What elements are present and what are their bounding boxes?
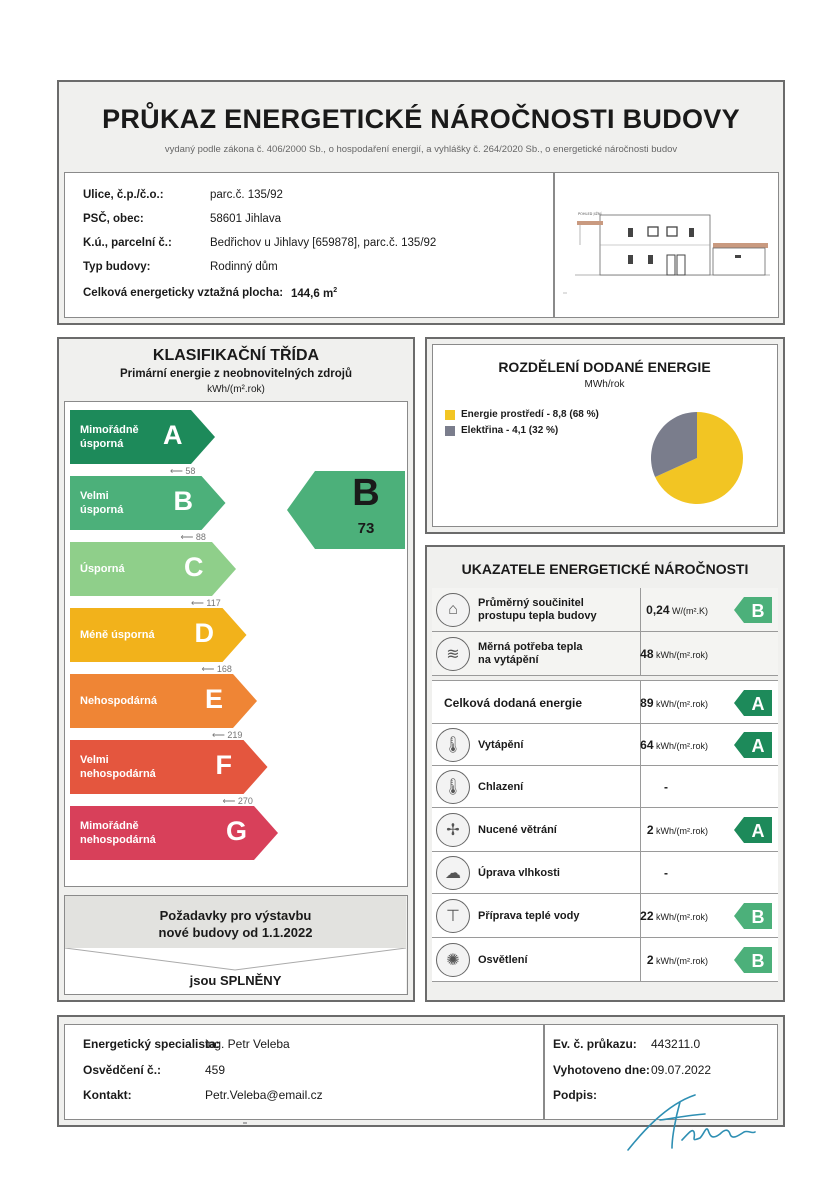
class-letter: C bbox=[184, 552, 204, 582]
type-value: Rodinný dům bbox=[210, 261, 278, 273]
class-letter: B bbox=[173, 486, 193, 516]
energy-split-box bbox=[432, 344, 778, 527]
legend-label: Energie prostředí - 8,8 (68 %) bbox=[461, 409, 599, 420]
class-threshold: ⟵ 219 bbox=[212, 730, 243, 740]
svg-text:A: A bbox=[751, 736, 765, 756]
address-box bbox=[64, 172, 554, 318]
specialist-box bbox=[64, 1024, 544, 1120]
fan-icon: ✢ bbox=[436, 813, 470, 847]
class-letter: F bbox=[215, 750, 232, 780]
classification-subtitle: Primární energie z neobnovitelných zdrojů bbox=[120, 368, 352, 380]
class-arrow-b bbox=[70, 476, 226, 535]
class-label: Nehospodárná bbox=[80, 695, 158, 707]
result-value: 73 bbox=[357, 520, 375, 537]
split-legend bbox=[445, 409, 599, 436]
row-divider bbox=[640, 808, 641, 851]
heat-waves-icon: ≋ bbox=[436, 637, 470, 671]
class-threshold: ⟵ 88 bbox=[180, 532, 206, 542]
indicator-value: 64 kWh/(m².rok) bbox=[640, 737, 708, 752]
requirements-box bbox=[64, 895, 408, 995]
row-divider bbox=[640, 852, 641, 893]
cert-label: Osvědčení č.: bbox=[83, 1063, 162, 1077]
pie-chart bbox=[649, 410, 745, 506]
requirements-line2: nové budovy od 1.1.2022 bbox=[158, 925, 313, 940]
indicator-label: Úprava vlhkosti bbox=[478, 866, 560, 879]
class-letter: D bbox=[194, 618, 214, 648]
specialist-value: ing. Petr Veleba bbox=[205, 1037, 290, 1051]
page-title: PRŮKAZ ENERGETICKÉ NÁROČNOSTI BUDOVY bbox=[102, 104, 740, 134]
indicator-label: Vytápění bbox=[478, 738, 524, 751]
class-threshold: ⟵ 168 bbox=[201, 664, 232, 674]
energy-split-section bbox=[425, 337, 785, 534]
indicator-value: 48 kWh/(m².rok) bbox=[640, 646, 708, 661]
svg-text:A: A bbox=[751, 821, 765, 841]
classification-section bbox=[57, 337, 415, 1002]
class-scale bbox=[64, 401, 408, 887]
area-label: Celková energeticky vztažná plocha: bbox=[83, 287, 284, 299]
signature bbox=[620, 1090, 760, 1155]
class-label: Velmi úsporná bbox=[80, 490, 124, 516]
indicator-value: - bbox=[664, 865, 668, 880]
class-label: Mimořádně úsporná bbox=[80, 424, 139, 450]
certificate-header bbox=[57, 80, 785, 325]
contact-label: Kontakt: bbox=[83, 1088, 132, 1102]
class-label: Mimořádně nehospodárná bbox=[80, 820, 156, 846]
legend-item bbox=[445, 425, 599, 436]
lightbulb-icon: ✺ bbox=[436, 943, 470, 977]
sign-label: Podpis: bbox=[553, 1088, 597, 1102]
indicator-row bbox=[432, 894, 778, 938]
split-title: ROZDĚLENÍ DODANÉ ENERGIE bbox=[498, 359, 711, 375]
svg-text:B: B bbox=[751, 951, 765, 971]
zip-value: 58601 Jihlava bbox=[210, 213, 281, 225]
indicator-label: Chlazení bbox=[478, 780, 524, 793]
energy-class-badge bbox=[734, 597, 772, 623]
legend-swatch bbox=[445, 410, 455, 420]
requirements-result: jsou SPLNĚNY bbox=[189, 973, 282, 988]
building-elevation-drawing bbox=[554, 172, 779, 318]
date-label: Vyhotoveno dne: bbox=[553, 1063, 650, 1077]
row-divider bbox=[640, 938, 641, 981]
date-value: 09.07.2022 bbox=[651, 1063, 712, 1077]
split-unit: MWh/rok bbox=[584, 379, 625, 390]
energy-class-badge bbox=[734, 732, 772, 758]
house-icon: ⌂ bbox=[436, 593, 470, 627]
indicator-value: 0,24 W/(m².K) bbox=[646, 602, 708, 617]
classification-unit: kWh/(m².rok) bbox=[207, 384, 265, 395]
class-label: Velmi nehospodárná bbox=[80, 754, 156, 780]
ku-label: K.ú., parcelní č.: bbox=[83, 237, 172, 249]
energy-class-badge bbox=[734, 903, 772, 929]
svg-text:B: B bbox=[751, 601, 765, 621]
indicator-row bbox=[432, 724, 778, 766]
classification-title: KLASIFIKAČNÍ TŘÍDA bbox=[152, 347, 320, 364]
row-divider bbox=[640, 766, 641, 807]
class-label: Méně úsporná bbox=[80, 629, 155, 641]
indicator-label: Celková dodaná energie bbox=[444, 695, 583, 710]
legend-swatch bbox=[445, 426, 455, 436]
specialist-label: Energetický specialista: bbox=[83, 1037, 220, 1051]
ev-value: 443211.0 bbox=[651, 1037, 701, 1051]
indicator-row bbox=[432, 632, 778, 676]
indicator-row bbox=[432, 938, 778, 982]
legend-item bbox=[445, 409, 599, 420]
building-drawing-svg bbox=[555, 173, 777, 316]
faucet-icon: ⊤ bbox=[436, 899, 470, 933]
indicators-title: UKAZATELE ENERGETICKÉ NÁROČNOSTI bbox=[461, 561, 749, 577]
class-threshold: ⟵ 270 bbox=[222, 796, 253, 806]
indicator-label: Průměrný součinitel prostupu tepla budovy bbox=[478, 597, 597, 622]
indicator-row bbox=[432, 766, 778, 808]
class-arrow-e bbox=[70, 674, 257, 733]
thermometer-icon: 🌡 bbox=[436, 770, 470, 804]
class-arrow-d bbox=[70, 608, 247, 667]
indicator-value: 2 kWh/(m².rok) bbox=[646, 952, 708, 967]
row-divider bbox=[640, 588, 641, 631]
class-threshold: ⟵ 58 bbox=[170, 466, 196, 476]
requirements-line1: Požadavky pro výstavbu bbox=[159, 908, 312, 923]
ku-value: Bedřichov u Jihlavy [659878], parc.č. 135/92 bbox=[210, 237, 437, 249]
svg-text:A: A bbox=[751, 694, 765, 714]
indicator-label: Příprava teplé vody bbox=[478, 909, 580, 922]
ev-label: Ev. č. průkazu: bbox=[553, 1037, 637, 1051]
indicator-value: 2 kWh/(m².rok) bbox=[646, 822, 708, 837]
class-arrow-f bbox=[70, 740, 268, 799]
svg-text:B: B bbox=[751, 907, 765, 927]
indicators-section bbox=[425, 545, 785, 1002]
class-letter: A bbox=[163, 420, 183, 450]
legend-label: Elektřina - 4,1 (32 %) bbox=[461, 425, 559, 436]
scan-mark bbox=[243, 1122, 247, 1124]
class-label: Úsporná bbox=[80, 563, 125, 575]
result-letter: B bbox=[352, 472, 380, 514]
class-letter: E bbox=[205, 684, 224, 714]
street-value: parc.č. 135/92 bbox=[210, 189, 283, 201]
cloud-drop-icon: ☁ bbox=[436, 856, 470, 890]
cert-value: 459 bbox=[205, 1063, 226, 1077]
zip-label: PSČ, obec: bbox=[83, 213, 144, 225]
street-label: Ulice, č.p./č.o.: bbox=[83, 189, 164, 201]
indicator-row bbox=[432, 588, 778, 632]
indicator-value: - bbox=[664, 779, 668, 794]
thermometer-plus-icon: 🌡 bbox=[436, 728, 470, 762]
indicator-row bbox=[432, 852, 778, 894]
energy-class-badge bbox=[734, 947, 772, 973]
class-letter: G bbox=[226, 816, 248, 846]
indicator-row bbox=[432, 680, 778, 724]
contact-value: Petr.Veleba@email.cz bbox=[205, 1088, 323, 1102]
indicator-label: Nucené větrání bbox=[478, 823, 557, 836]
indicator-row bbox=[432, 808, 778, 852]
indicator-value: 89 kWh/(m².rok) bbox=[640, 695, 708, 710]
svg-text:POHLED JIŽNÍ: POHLED JIŽNÍ bbox=[578, 212, 602, 216]
indicator-label: Osvětlení bbox=[478, 953, 528, 966]
class-arrow-c bbox=[70, 542, 236, 601]
class-arrow-a bbox=[70, 410, 215, 469]
indicator-label: Měrná potřeba tepla na vytápění bbox=[478, 641, 583, 666]
type-label: Typ budovy: bbox=[83, 261, 151, 273]
page-subtitle: vydaný podle zákona č. 406/2000 Sb., o hospodaření energií, a vyhlášky č. 264/2020 Sb., o energetické náročnosti budov bbox=[164, 144, 678, 155]
indicator-value: 22 kWh/(m².rok) bbox=[640, 908, 708, 923]
class-arrow-g bbox=[70, 806, 278, 865]
area-value: 144,6 $m^2$ bbox=[291, 287, 338, 300]
class-threshold: ⟵ 117 bbox=[191, 598, 221, 608]
energy-class-badge bbox=[734, 817, 772, 843]
energy-class-badge bbox=[734, 690, 772, 716]
